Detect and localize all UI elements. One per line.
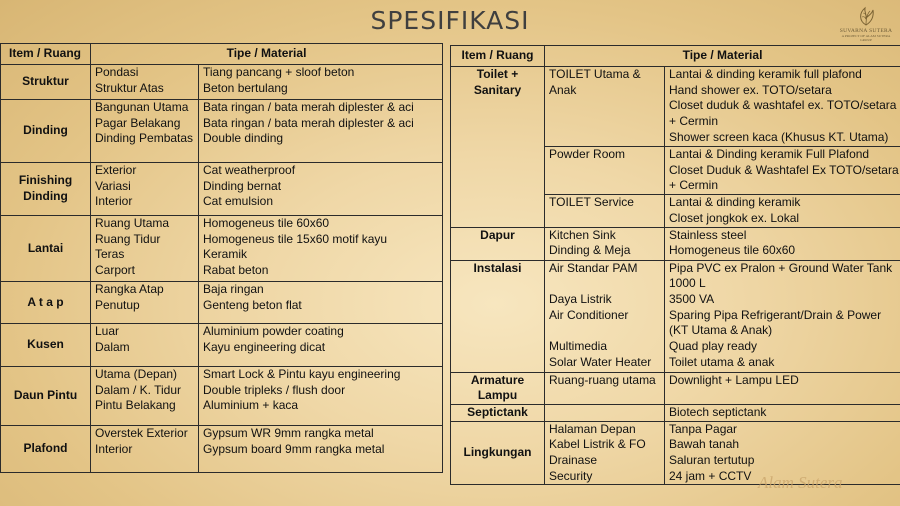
row-category-line: Lampu	[477, 388, 518, 403]
row-items	[545, 372, 665, 404]
row-items	[545, 227, 665, 260]
logo-tagline: A PROJECT OF ALAM SUTERA GROUP	[841, 34, 891, 42]
row-category	[1, 100, 91, 163]
header-item: Item / Ruang	[451, 46, 545, 67]
row-items-line: Struktur Atas	[95, 80, 164, 95]
row-materials-line: Aluminium powder coating	[203, 324, 344, 338]
row-category	[451, 260, 545, 372]
row-materials	[199, 216, 443, 282]
row-materials	[199, 100, 443, 163]
row-materials-line: Biotech septictank	[669, 404, 767, 419]
row-items-line: Ruang Utama	[95, 216, 170, 230]
row-category-line: Lingkungan	[463, 445, 532, 460]
row-items-line: Utama (Depan)	[95, 367, 178, 381]
row-materials-line: Homogeneus tile 60x60	[669, 243, 796, 258]
row-category	[1, 324, 91, 367]
row-materials	[199, 426, 443, 473]
row-materials-line: Quad play ready	[669, 339, 758, 354]
row-items-line: Carport	[95, 263, 136, 278]
row-category	[451, 67, 545, 228]
row-materials-line: Homogeneus tile 15x60 motif kayu	[203, 231, 388, 246]
row-materials-line: Tanpa Pagar	[669, 421, 738, 436]
row-items-line: Ruang Tidur	[95, 231, 161, 246]
row-items-line: Kabel Listrik & FO	[549, 437, 646, 452]
brand-logo	[838, 5, 894, 42]
table-row	[1, 216, 443, 282]
row-items-line: Air Standar PAM	[549, 260, 638, 275]
row-category-line: Plafond	[23, 441, 68, 456]
table-row	[451, 260, 900, 372]
row-items-line: Bangunan Utama	[95, 100, 189, 114]
row-items	[91, 216, 199, 282]
row-materials-line: (KT Utama & Anak)	[669, 323, 773, 338]
row-materials	[665, 227, 900, 260]
row-materials	[199, 324, 443, 367]
watermark: Alam Sutera	[758, 473, 843, 492]
row-category	[1, 163, 91, 216]
row-materials-line: Double tripleks / flush door	[203, 382, 346, 397]
row-items-line: Ruang-ruang utama	[549, 372, 656, 387]
logo-name: SUVARNA SUTERA	[839, 28, 893, 34]
feather-logo-icon	[855, 5, 877, 27]
page-title: SPESIFIKASI	[370, 6, 530, 35]
row-category	[451, 404, 545, 421]
row-items	[91, 324, 199, 367]
row-items-line: Daya Listrik	[549, 291, 612, 306]
row-items-line	[549, 323, 664, 339]
row-items	[545, 421, 665, 485]
table-row	[1, 324, 443, 367]
row-materials-line: Closet duduk & washtafel ex. TOTO/setara	[669, 98, 897, 113]
row-materials-line: Aluminium + kaca	[203, 398, 299, 413]
table-row	[451, 67, 900, 147]
row-materials-line: Bata ringan / bata merah diplester & aci	[203, 100, 414, 114]
row-materials	[199, 163, 443, 216]
spec-table-right	[450, 45, 900, 485]
row-category-line: Struktur	[22, 74, 69, 89]
row-category	[1, 282, 91, 324]
row-category-line: Dinding	[23, 123, 68, 138]
row-category-line: Septictank	[467, 404, 528, 419]
row-items-line	[549, 276, 664, 292]
row-materials-line: Pipa PVC ex Pralon + Ground Water Tank	[669, 260, 893, 275]
row-items-line: Luar	[95, 324, 120, 338]
row-materials-line: Lantai & dinding keramik	[669, 195, 801, 210]
row-category	[451, 227, 545, 260]
row-materials-line: 24 jam + CCTV	[669, 468, 752, 483]
row-materials-line: Baja ringan	[203, 282, 264, 296]
row-items-line: Rangka Atap	[95, 282, 164, 296]
row-items-line: Pintu Belakang	[95, 398, 176, 413]
row-materials-line: Smart Lock & Pintu kayu engineering	[203, 367, 401, 381]
header-material: Tipe / Material	[545, 46, 900, 67]
row-materials	[665, 147, 900, 195]
row-category-line: Daun Pintu	[13, 388, 78, 403]
row-materials-line: 3500 VA	[669, 291, 715, 306]
row-materials-line: Closet jongkok ex. Lokal	[669, 210, 800, 225]
row-materials-line: Bawah tanah	[669, 437, 740, 452]
row-materials	[665, 195, 900, 227]
row-items-line: Penutup	[95, 297, 140, 312]
row-materials	[665, 404, 900, 421]
row-materials-line: Lantai & dinding keramik full plafond	[669, 67, 862, 81]
table-row	[1, 163, 443, 216]
table-row	[451, 404, 900, 421]
row-items	[91, 65, 199, 100]
row-category-line: Armature	[470, 372, 525, 387]
row-items-line: Dalam / K. Tidur	[95, 382, 182, 397]
row-materials-line: Rabat beton	[203, 263, 269, 278]
row-items-line: Dalam	[95, 339, 130, 354]
row-materials-line: Double dinding	[203, 131, 284, 146]
row-items-line: Solar Water Heater	[549, 354, 652, 369]
row-materials	[199, 367, 443, 426]
row-category	[1, 65, 91, 100]
row-items-line: Dinding & Meja	[549, 243, 631, 258]
row-materials-line: Toilet utama & anak	[669, 354, 775, 369]
row-materials	[199, 65, 443, 100]
table-row	[1, 100, 443, 163]
row-materials-line: Gypsum WR 9mm rangka metal	[203, 426, 374, 440]
row-materials-line: Keramik	[203, 247, 248, 262]
row-items	[91, 163, 199, 216]
row-items	[545, 67, 665, 147]
row-materials-line: Bata ringan / bata merah diplester & aci	[203, 115, 414, 130]
row-materials-line: Dinding bernat	[203, 178, 282, 193]
row-items-line: Pagar Belakang	[95, 115, 181, 130]
spec-table-left	[0, 43, 443, 473]
table-row	[451, 227, 900, 260]
row-category-line: Instalasi	[473, 260, 522, 275]
header-material: Tipe / Material	[91, 44, 443, 65]
row-materials-line: Closet Duduk & Washtafel Ex TOTO/setara	[669, 162, 899, 177]
row-category-line: A t a p	[27, 294, 64, 309]
row-category-line: Toilet +	[476, 67, 519, 81]
row-category	[1, 367, 91, 426]
row-materials-line: Downlight + Lampu LED	[669, 372, 799, 387]
row-category-line: Dapur	[480, 227, 515, 242]
row-materials-line: Shower screen kaca (Khusus KT. Utama)	[669, 129, 889, 144]
row-materials-line: Lantai & Dinding keramik Full Plafond	[669, 147, 870, 161]
row-items-line: Multimedia	[549, 339, 608, 354]
row-items-line: Pondasi	[95, 65, 139, 79]
row-items-line: Kitchen Sink	[549, 227, 616, 242]
table-row	[1, 65, 443, 100]
table-row	[451, 372, 900, 404]
row-materials	[665, 372, 900, 404]
row-materials	[665, 260, 900, 372]
row-items	[545, 260, 665, 372]
row-materials-line: Sparing Pipa Refrigerant/Drain & Power	[669, 307, 882, 322]
row-items-line: Halaman Depan	[549, 421, 636, 436]
row-materials-line: Homogeneus tile 60x60	[203, 216, 330, 230]
row-category-line: Lantai	[27, 240, 64, 255]
row-materials-line: Stainless steel	[669, 227, 747, 242]
row-materials-line: Tiang pancang + sloof beton	[203, 65, 355, 79]
row-items-line: TOILET Utama &	[549, 67, 641, 81]
row-items	[91, 100, 199, 163]
table-row	[1, 367, 443, 426]
row-items-line: Security	[549, 468, 593, 483]
row-items	[545, 404, 665, 421]
row-items-line: Powder Room	[549, 147, 626, 161]
row-items-line: TOILET Service	[549, 195, 634, 210]
row-category	[451, 421, 545, 485]
row-materials-line: 1000 L	[669, 276, 706, 291]
row-items	[91, 282, 199, 324]
row-materials-line: Hand shower ex. TOTO/setara	[669, 82, 832, 97]
row-category-line: Dinding	[23, 189, 68, 203]
row-materials-line: Genteng beton flat	[203, 297, 302, 312]
row-items-line: Interior	[95, 441, 133, 456]
row-materials	[665, 67, 900, 147]
table-row	[1, 426, 443, 473]
header-item: Item / Ruang	[1, 44, 91, 65]
row-materials-line: Kayu engineering dicat	[203, 339, 326, 354]
row-materials-line: + Cermin	[669, 114, 719, 129]
row-items-line: Dinding Pembatas	[95, 131, 194, 146]
row-materials-line: Saluran tertutup	[669, 453, 755, 468]
row-items	[545, 195, 665, 227]
row-materials	[199, 282, 443, 324]
row-category-line: Finishing	[18, 173, 73, 188]
row-category-line: Sanitary	[473, 82, 522, 97]
row-items-line: Interior	[95, 194, 133, 209]
row-items-line: Exterior	[95, 163, 137, 177]
row-materials-line: Cat emulsion	[203, 194, 274, 209]
row-category	[1, 426, 91, 473]
row-category-line: Kusen	[27, 337, 64, 352]
row-items-line: Air Conditioner	[549, 307, 629, 322]
row-items-line: Drainase	[549, 453, 598, 468]
row-materials-line: Cat weatherproof	[203, 163, 296, 177]
row-items	[91, 426, 199, 473]
row-items-line: Overstek Exterior	[95, 426, 188, 440]
row-items	[91, 367, 199, 426]
row-items-line: Anak	[549, 82, 577, 97]
row-category	[451, 372, 545, 404]
row-items	[545, 147, 665, 195]
row-materials-line: + Cermin	[669, 178, 719, 193]
row-items-line: Teras	[95, 247, 125, 262]
row-category	[1, 216, 91, 282]
row-materials-line: Beton bertulang	[203, 80, 288, 95]
row-items-line: Variasi	[95, 178, 131, 193]
row-materials-line: Gypsum board 9mm rangka metal	[203, 441, 385, 456]
table-row	[1, 282, 443, 324]
